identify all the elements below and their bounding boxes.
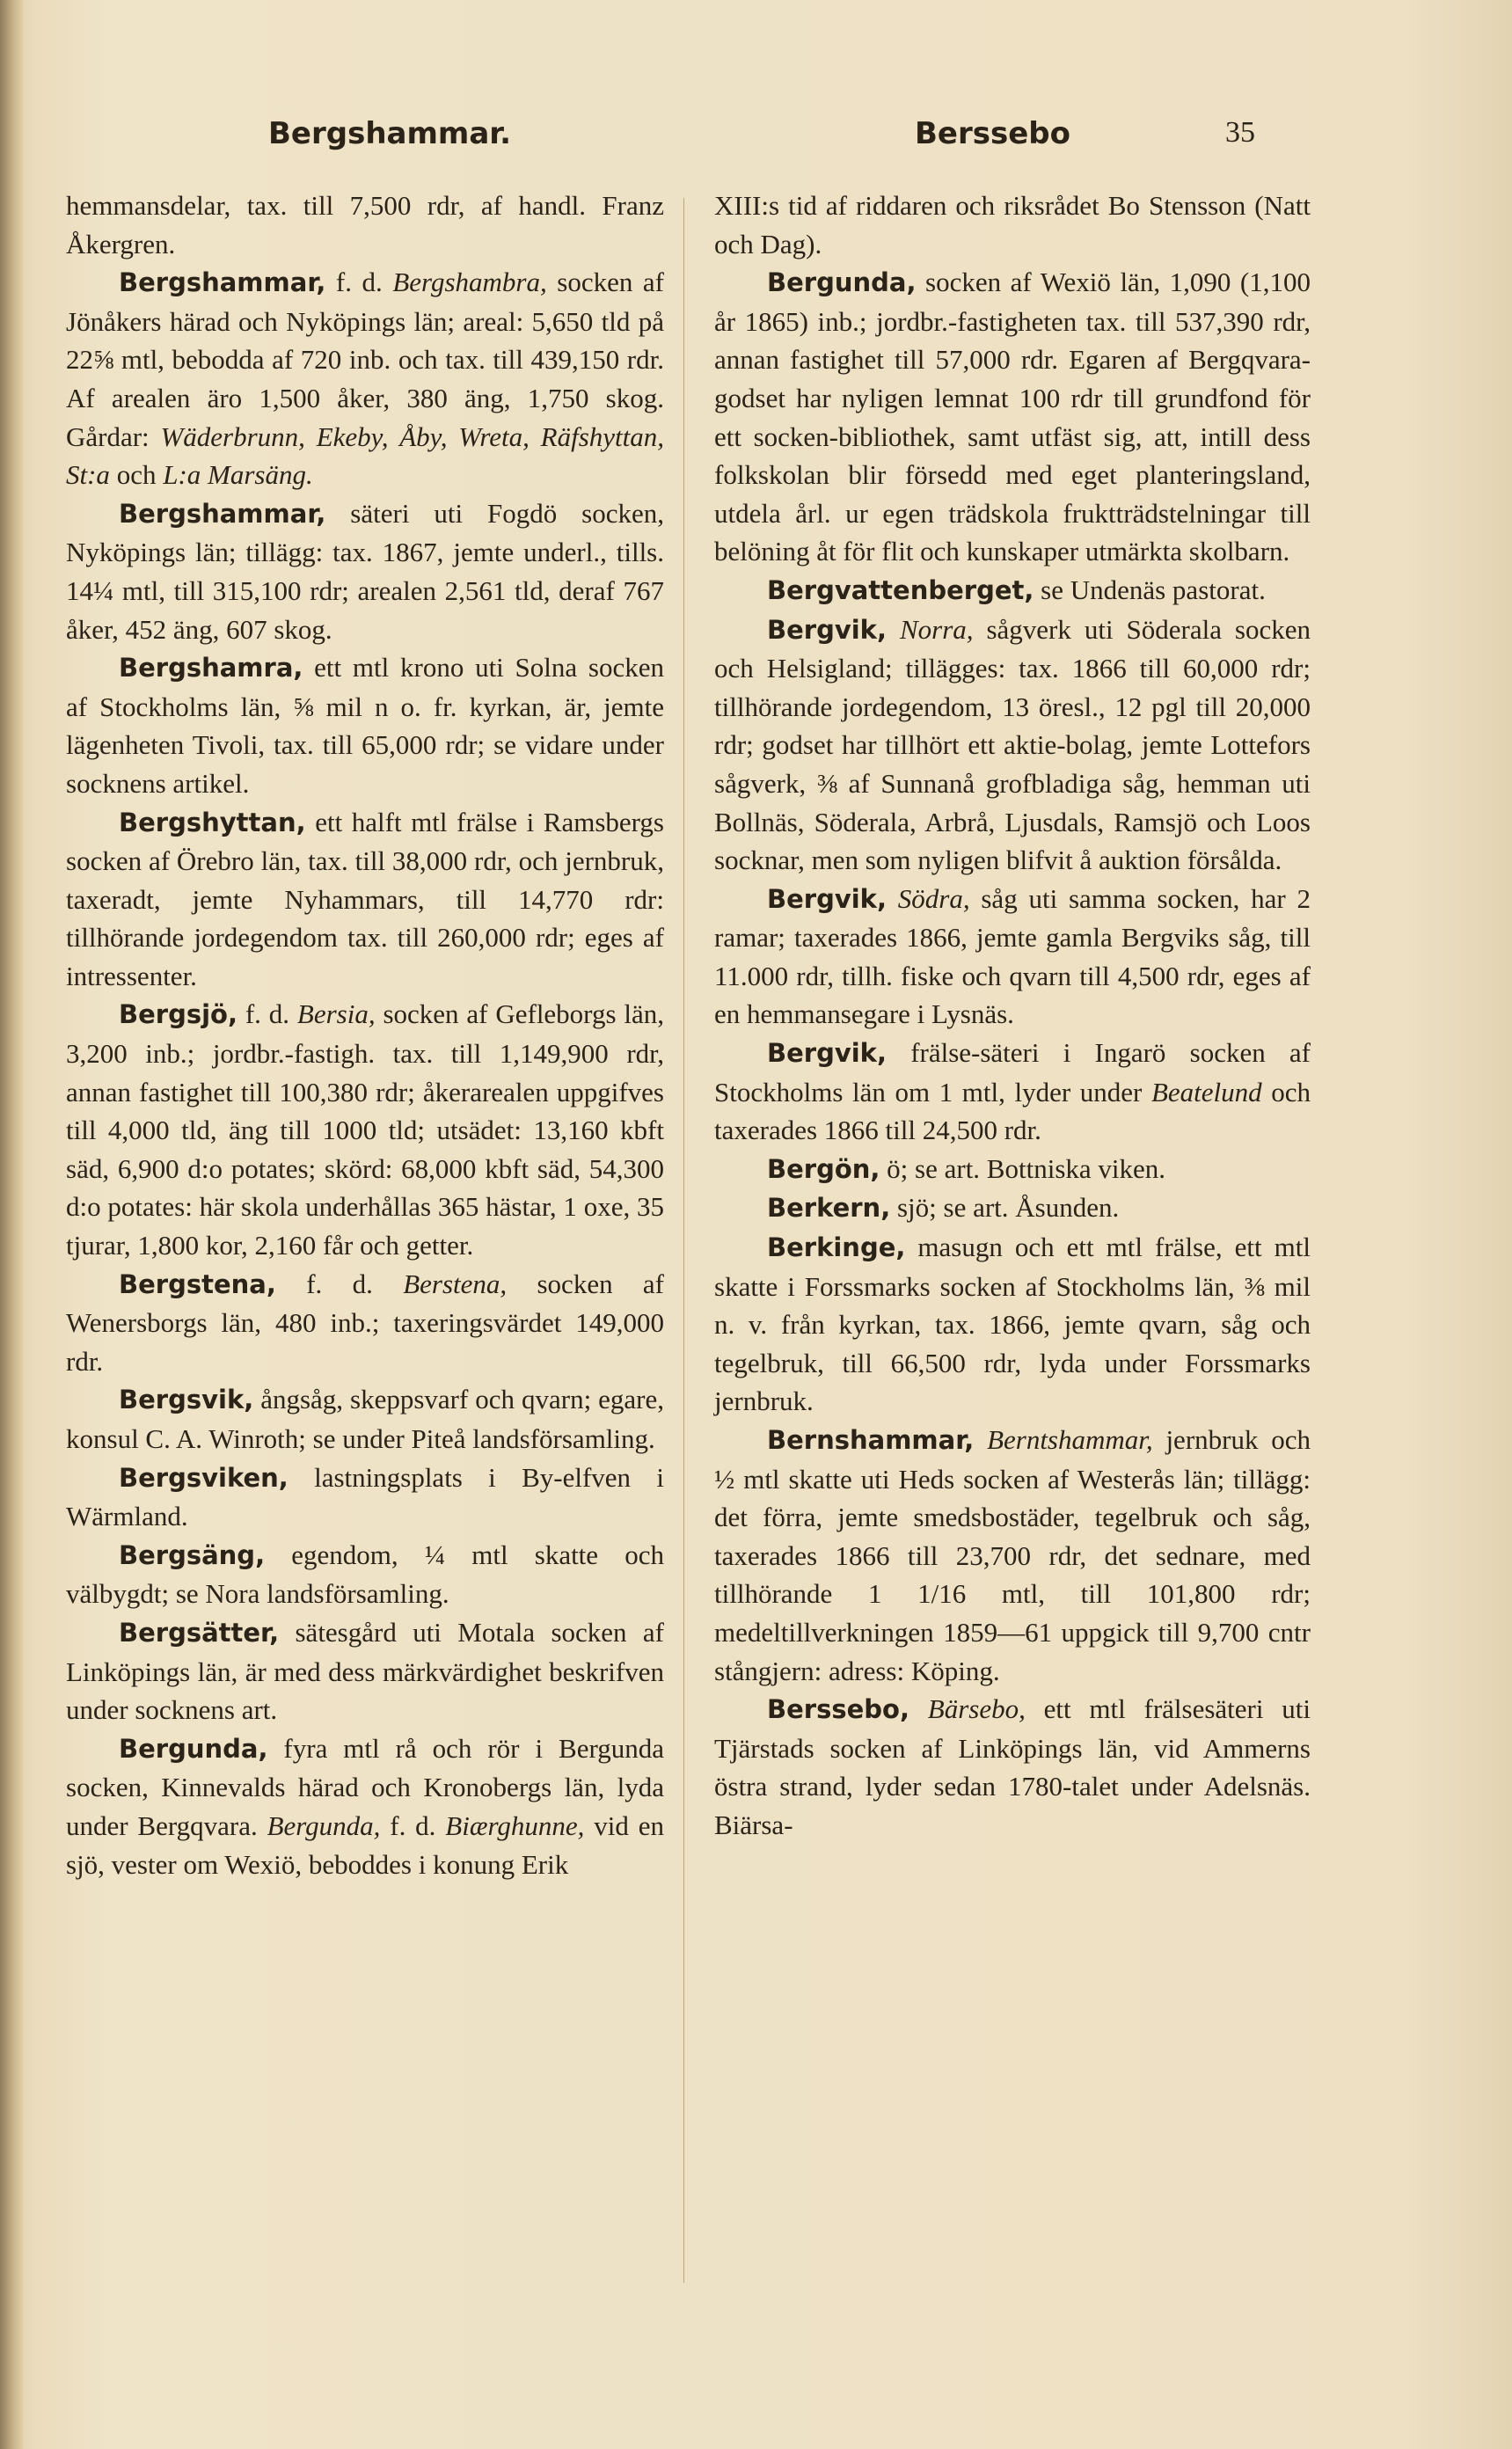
entry-headword: Bergstena, — [119, 1268, 276, 1299]
entry-text: och — [109, 459, 164, 491]
entry-text: socken af Wexiö län, 1,090 (1,100 år 1865) inb.; jordbr.-fastigheten tax. till 537,390 rdr, annan fastighet till 57,000 rdr. Egaren af Bergqvara-godset har nyligen lemnat 100 rdr till grundfond för ett socken-bibliothek, samt utfäst sig, att, intill dess folkskolan blir försedd med eget planteringsland, utdela årl. ur egen trädskola fruktträdstelningar till belöning åt för flit och kunskaper utmärkta skolbarn. — [714, 267, 1311, 567]
entry-text — [974, 1424, 987, 1455]
dictionary-entry — [714, 1034, 1311, 1150]
entry-text: fyra mtl rå och rör i Bergunda socken, Kinnevalds härad och Kronobergs län, lyda under Bergqvara. — [66, 1732, 664, 1841]
dictionary-entry — [66, 648, 664, 802]
entry-italic: Bärsebo, — [927, 1693, 1026, 1725]
header-right-word: Berssebo — [915, 116, 1070, 151]
entry-text: ångsåg, skeppsvarf och qvarn; egare, konsul C. A. Winroth; se under Piteå landsförsamling. — [66, 1384, 664, 1454]
entry-headword: Bergshyttan, — [119, 807, 306, 837]
dictionary-entry — [714, 186, 1311, 263]
entry-text: vid en sjö, vester om Wexiö, beboddes i konung Erik — [66, 1809, 664, 1880]
entry-text: sätesgård uti Motala socken af Linköpings län, är med dess märkvärdighet beskrifven under socknens art. — [66, 1616, 664, 1726]
dictionary-entry — [66, 1265, 664, 1381]
dictionary-entry — [714, 1228, 1311, 1421]
left-column — [66, 186, 664, 1883]
dictionary-entry — [714, 1150, 1311, 1189]
dictionary-entry — [66, 263, 664, 494]
entry-text: socken af Wenersborgs län, 480 inb.; taxeringsvärdet 149,000 rdr. — [66, 1268, 664, 1377]
entry-headword: Bernshammar, — [767, 1425, 975, 1455]
entry-text: lastningsplats i By-elfven i Wärmland. — [66, 1461, 664, 1532]
entry-text: säteri uti Fogdö socken, Nyköpings län; tillägg: tax. 1867, jemte underl., tills. 14¼ mtl, till 315,100 rdr; arealen 2,561 tld, deraf 767 åker, 452 äng, 607 skog. — [66, 497, 664, 645]
entry-headword: Bergvik, — [767, 614, 887, 645]
entry-headword: Bergunda, — [119, 1733, 268, 1764]
entry-text: sågverk uti Söderala socken och Helsigland; tillägges: tax. 1866 till 60,000 rdr; tillhörande jordegendom, 13 öresl., 12 pgl till 20,000 rdr; godset har tillhört ett aktie-bolag, jemte Lottefors sågverk, ⅜ af Sunnanå grofbladiga såg, hemman uti Bollnäs, Söderala, Arbrå, Ljusdals, Ramsjö och Loos socknar, men som nyligen blifvit å auktion försålda. — [714, 613, 1311, 876]
entry-headword: Bergön, — [767, 1153, 880, 1184]
dictionary-entry — [714, 1690, 1311, 1844]
entry-italic: Berstena, — [403, 1268, 508, 1299]
entry-text: f. d. — [237, 998, 297, 1030]
entry-headword: Bergsviken, — [119, 1462, 289, 1493]
entry-headword: Bergvik, — [767, 883, 887, 914]
entry-text: socken af Jönåkers härad och Nyköpings län; areal: 5,650 tld på 22⅝ mtl, bebodda af 720 inb. och tax. till 439,150 rdr. Af arealen äro 1,500 åker, 380 äng, 1,750 skog. Gårdar: — [66, 267, 664, 452]
dictionary-entry — [66, 1536, 664, 1613]
entry-text: frälse-säteri i Ingarö socken af Stockholms län om 1 mtl, lyder under — [714, 1037, 1311, 1108]
entry-text: sjö; se art. Åsunden. — [890, 1192, 1120, 1224]
dictionary-entry — [714, 571, 1311, 610]
entry-headword: Bergsvik, — [119, 1385, 254, 1415]
entry-italic: Beatelund — [1150, 1076, 1262, 1108]
entry-italic: Bersia, — [296, 998, 376, 1030]
dictionary-entry — [714, 1421, 1311, 1690]
dictionary-entry — [66, 1729, 664, 1883]
entry-text: hemmansdelar, tax. till 7,500 rdr, af handl. Franz Åkergren. — [66, 190, 664, 260]
dictionary-entry — [66, 1613, 664, 1729]
entry-text: jernbruk och ½ mtl skatte uti Heds socken af Westerås län; tillägg: det förra, jemte smedsbostäder, tegelbruk och såg, taxerades 1866 till 23,700 rdr, det sednare, med tillhörande 1 1/16 mtl, till 101,800 rdr; medeltillverkningen 1859—61 uppgick till 9,700 cntr stångjern: adress: Köping. — [714, 1424, 1311, 1686]
dictionary-entry — [714, 263, 1311, 571]
entry-text: ö; se art. Bottniska viken. — [880, 1152, 1166, 1184]
entry-italic: L:a Marsäng. — [163, 459, 313, 491]
header-left-word: Bergshammar. — [268, 116, 512, 151]
entry-text — [909, 1693, 928, 1724]
entry-headword: Bergshamra, — [119, 653, 303, 684]
running-header — [0, 116, 1512, 169]
entry-italic: Wäderbrunn, Ekeby, Åby, Wreta, Räfshyttan, St:a — [66, 420, 664, 491]
entry-headword: Bergsäng, — [119, 1539, 266, 1570]
entry-text: egendom, ¼ mtl skatte och välbygdt; se Nora landsförsamling. — [66, 1539, 664, 1610]
entry-text: socken af Gefleborgs län, 3,200 inb.; jordbr.-fastigh. tax. till 1,149,900 rdr, annan fastighet till 100,380 rdr; åkerarealen uppgifves till 4,000 tld, äng till 1000 tld; utsädet: 13,160 kbft säd, 6,900 d:o potates; skörd: 68,000 kbft säd, 54,300 d:o potates: här skola underhållas 365 hästar, 1 oxe, 35 tjurar, 1,800 kor, 2,160 får och getter. — [66, 998, 664, 1261]
entry-text: XIII:s tid af riddaren och riksrådet Bo Stensson (Natt och Dag). — [714, 190, 1311, 260]
entry-text: masugn och ett mtl frälse, ett mtl skatte i Forssmarks socken af Stockholms län, ⅜ mil n. v. från kyrkan, tax. 1866, jemte qvarn, såg och tegelbruk, till 66,500 rdr, lyda under Forssmarks jernbruk. — [714, 1232, 1311, 1417]
entry-text: ett halft mtl frälse i Ramsbergs socken af Örebro län, tax. till 38,000 rdr, och jernbruk, taxeradt, jemte Nyhammars, till 14,770 rdr: tillhörande jordegendom tax. till 260,000 rdr; eges af intressenter. — [66, 806, 664, 991]
dictionary-entry — [66, 1380, 664, 1458]
entry-text: f. d. — [275, 1268, 404, 1299]
entry-headword: Berkern, — [767, 1193, 891, 1224]
right-column — [714, 186, 1311, 1845]
page-number: 35 — [1225, 116, 1255, 149]
entry-headword: Bergsjö, — [119, 999, 237, 1030]
dictionary-entry — [714, 1188, 1311, 1228]
entry-text: f. d. — [325, 267, 393, 298]
entry-headword: Bergunda, — [767, 267, 917, 298]
dictionary-entry — [66, 995, 664, 1264]
entry-text: f. d. — [380, 1809, 446, 1841]
dictionary-entry — [66, 494, 664, 648]
dictionary-entry — [714, 610, 1311, 880]
dictionary-entry — [66, 803, 664, 996]
entry-italic: Bergunda, — [267, 1809, 381, 1841]
entry-headword: Bergshammar, — [119, 267, 326, 298]
entry-italic: Bergshambra, — [392, 267, 547, 298]
column-divider — [683, 198, 684, 2283]
entry-text — [887, 614, 900, 645]
entry-text: ett mtl frälsesäteri uti Tjärstads socken af Linköpings län, vid Ammerns östra strand, lyder sedan 1780-talet under Adelsnäs. Biärsa- — [714, 1693, 1311, 1840]
entry-italic: Berntshammar, — [987, 1424, 1153, 1455]
dictionary-entry — [66, 186, 664, 263]
entry-headword: Bergvattenberget, — [767, 574, 1034, 605]
entry-text: ett mtl krono uti Solna socken af Stockholms län, ⅝ mil n o. fr. kyrkan, är, jemte lägenheten Tivoli, tax. till 65,000 rdr; se vidare under socknens artikel. — [66, 652, 664, 799]
entry-text: se Undenäs pastorat. — [1034, 574, 1266, 605]
entry-italic: Norra, — [899, 613, 974, 645]
entry-text: och taxerades 1866 till 24,500 rdr. — [714, 1076, 1311, 1146]
entry-text — [887, 883, 898, 914]
entry-italic: Biærghunne, — [445, 1809, 585, 1841]
entry-headword: Bergvik, — [767, 1038, 887, 1069]
entry-headword: Bergshammar, — [119, 498, 326, 529]
entry-headword: Bergsätter, — [119, 1617, 280, 1648]
entry-text: såg uti samma socken, har 2 ramar; taxerades 1866, jemte gamla Bergviks såg, till 11.000 rdr, tillh. fiske och qvarn till 4,500 rdr, eges af en hemmansegare i Lysnäs. — [714, 882, 1311, 1030]
dictionary-entry — [714, 880, 1311, 1034]
page-binding — [0, 0, 23, 2449]
entry-italic: Södra, — [897, 882, 970, 914]
entry-headword: Berkinge, — [767, 1232, 906, 1263]
dictionary-entry — [66, 1458, 664, 1536]
entry-headword: Berssebo, — [767, 1694, 909, 1725]
